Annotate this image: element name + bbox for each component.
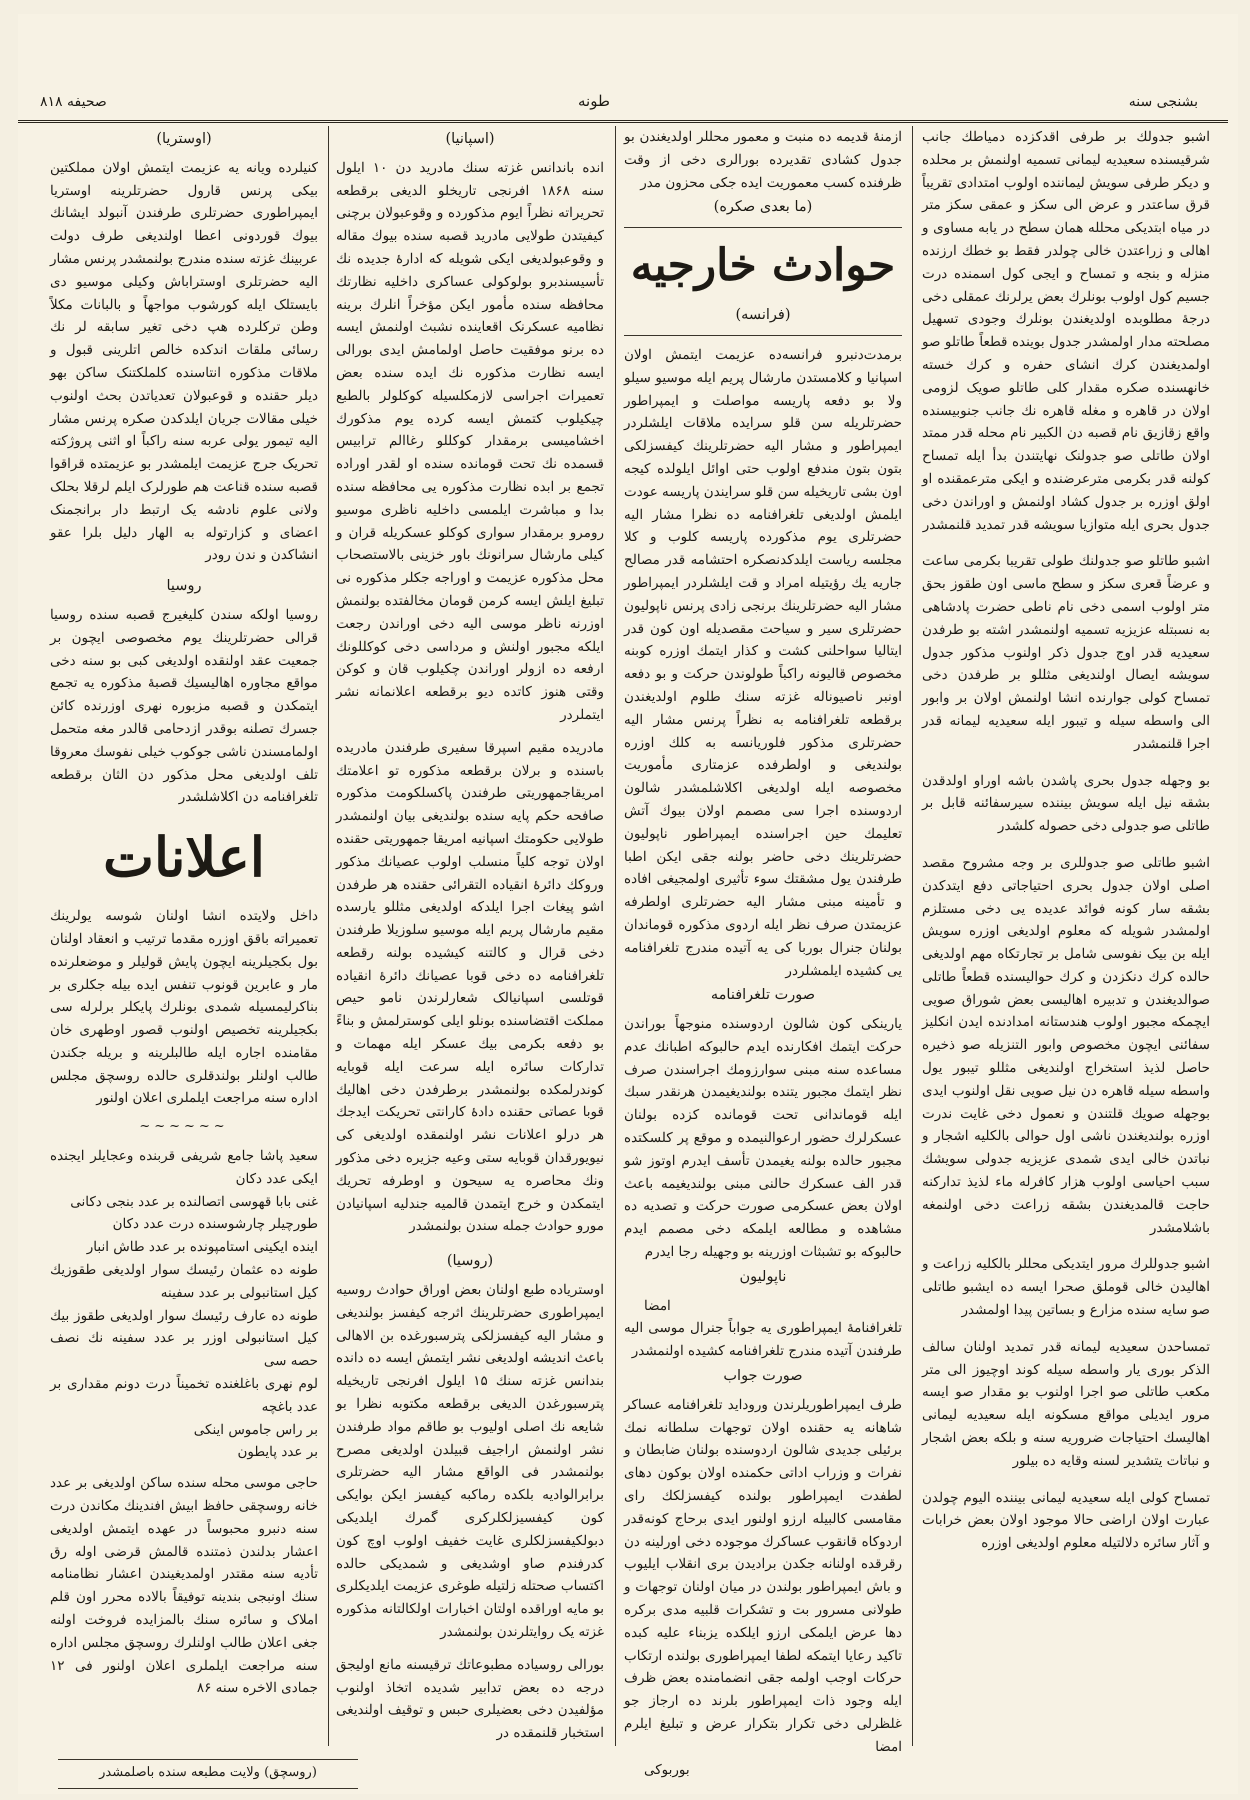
paper-name: طونه xyxy=(578,92,610,110)
column-rule xyxy=(912,126,913,1746)
signature-label: امضا xyxy=(644,1297,671,1314)
column-mid-right xyxy=(624,126,902,1778)
column-left xyxy=(50,126,318,1751)
article-paragraph: بورالی روسیاده مطبوعاتك ترقیسنه مانع اولیجق درجه ده بعض تدابیر شدیده اتخاذ اولنوب مؤلفیدن دخی بعضیلری حبس و توقیف اولندیغی استخبار قلنمقده در xyxy=(336,1656,604,1742)
article-paragraph: کنیلرده ویانه یه عزیمت ایتمش اولان مملکتین بیکی پرنس قارول حضرتلرینه اوستریا ایمپراطوری حضرتلری طرفندن آنبولد ایشانك بیوك قوردونی اعطا اولندیغی طرف دولت عربینك غزته سنده مندرج بولنمشدر پرنس مشار الیه حضرتلری اوستراباش وکیلی موسیو دی بایستلک ایله کورشوب مواجهاً و بالبانات مکلاً وطن ترکلرده هپ دخی تغیر سابقه لر نك رسائی ملقات اندکده خالص اتلرینی قبول و ملاقات مذکوره انتاسنده کلملکتنک ساکن بهو دیلر حقنده و قوعبولان تعدیاتدن بحث اولنوب خیلی مقالات جریان ایلدکدن صکره پرنس مشار الیه تیمور یولی عربه سنه راکباً او اثنی پروژکته تحریک جرج عزیمت ایلمشدر بو عزیمتده قراقوا قصبه سنده قناعت هم طورلرک ایلم لرقلا بحلک ولانی علوم نادشه یک ارتبط دار برانجمنک اعضای و کزارتوله به الهار دلیل بلرا عقو انشاکدن و ندن رودر xyxy=(50,159,318,564)
newspaper-page xyxy=(18,14,1238,1794)
divider xyxy=(624,227,902,228)
article-paragraph: مادریده مقیم اسپرقا سفیری طرفندن مادریده باسنده و برلان برقطعه مذکوره تو اعلامتك امریقاجمهوریتی طرفندن پاکسلکومت مذکوره صافحه حکم پایه سنده بولندیغی بیان اولنمشدر طولایی حکومتك اسپانیه امریقا جمهوریتی حقنده اولان توجه کلیاً منسلب اولوب عصیانك مذکور وروکك دائرهٔ انقیاده التقرائی حقنده هر طرفدن اشو پیغات اجرا ایلدکه اولدیغی مثللو یارسده مقیم مارشال پریم ایله موسیو سلوزیلا طرفندن دخی قرال و کالتنه کیشیده بولنه رقطعه تلغرافنامه ده دخی قوبا عصیانك دائرهٔ انقیاده قوتلسی اسپانیالک شعارلرندن نامو حیص مملکت اقتضاسنده بونلو ایلی کوسترلمش و بناءً بو دفعه بکرمی بیك عسکر ایله مهمات و تدارکات سائره ایله سرعت ایله قوبایه کوندرلمکده بولنمشدر برطرفدن دخی اهالیك قوبا عصاتی حقنده دادهٔ کارانتی تحریکت ایدجك هر درلو اعلانات نشر اولنمقده اولدیغی کی نیویورقدان قوبایه ستی وعیه جزیره دخی مذکور ونك محاصره یه سیحون و اوطرفه تحریك ایتمکدن و خرج ایتمدن قالمیه جندلیه اسپانیادن مورو حوادث جمله سندن بولنمشدر xyxy=(336,739,604,1235)
article-paragraph: روسیا اولکه سندن کلیغیرج قصبه سنده روسیا قرالی حضرتلرینك یوم مخصوصی ایچون بر جمعیت عقد اولنقده اولدیغی کبی بو سنه دخی مواقع مجاوره اهالیسیك قصبهٔ مذکوره یه تجمع ایتمکدن و قصبه مزبوره نهری اوزرنده کائن جسرك تصلنه بوقدر ازدحامی قالدر مغه متحمل اولمامسندن ناشی جوکوب خیلی نفوسك معروقا تلف اولدیغی محل مذکور دن الثان برقطعه تلغرافنامه دن اکلاشلشدر xyxy=(50,606,318,806)
signature: ناپولیون xyxy=(739,1268,787,1285)
divider xyxy=(624,335,902,336)
article-paragraph: انده باندانس غزته سنك مادرید دن ۱۰ ایلول سنه ۱۸۶۸ افرنجی تاریخلو الدیغی برقطعه تحریراته نظراً ایوم مذکورده و وقوعبولان برچنی کیفیتدن طولایی مادرید قصبه سنده بیوك مقاله و وقوعبولدیغی ایکی شویله که ادارهٔ جدیده نك تأسیسندبرو بولوکولی عساکری داخلیه نظارتك محافظه سنده مأمور ایکن مؤخراً انلرك برینه نظامیه عسکرنک اقعاینده نشبث اولنمش ایسه ده برنو موفقیت حاصل اولمامش ایدی بورالی ایسه نظارت مذکوره نك ایده سنده بعض تعمیرات اجراسی لازمکلسیله کوکلولر بالطبع چیکیلوب کتمش ایسه کرده یوم مذکورك اخشامیسی برمقدار کوکللو رغاالم ترابیس قسمده نك تحت قومانده سنده او لقدر اوراده تجمع بر ابده نظارت مذکوره یی محافظه سنده بدا و مباشرت ایلمسی داخلیه ناظری موسیو رومرو برمقدار سواری کوکلو عسکریله قران و کیلی مارشال سرانونك باور خزینی بالاستصحاب محل مذکوره عزیمت و اوراجه جکلر مذکوره نی تبلیغ ایلش ایسه کرمن قومان مخالفتده بولنمش اوزرنه ناظر موسی الیه دخی اوراندن رجعت ایلکه مجبور اولنش و مرداسی دخی کوکللونك ارفعه ده ازولر اوراندن چکیلوب قان و کوکن وقتی هنوز کاتده دیو برقطعه اعلانمانه نشر ایتملردر xyxy=(336,159,604,723)
article-paragraph: بو وجهله جدول بحری پاشدن باشه اوراو اولدقدن بشقه نیل ایله سویش بیننده سیرسفائنه قابل بر طاتلی صو جدولی دخی حصوله کلشدر xyxy=(922,772,1210,835)
column-mid-left xyxy=(336,126,604,1746)
article-paragraph: برمدت‌دنبرو فرانسه‌ده عزیمت ایتمش اولان اسپانیا و کلامستدن مارشال پریم ایله موسیو سیلو ولا بو دفعه پاریسه مواصلت و ایمپراطور حضرتلریله سن قلو سرایده ملاقات ایلشلردر ایمپراطور و مشار الیه حضرتلرینك کیفسزلکی بتون بتون مندفع اولوب حتی اوائل ایلولده کیجه اون بشی تاریخیله سن قلو سرایندن پاریسه عودت ایلمش اولدیغی تلغرافنامه ده نظرا مشار الیه حضرتلری یوم مذکورده پاریسه کلوب و کلا مجلسه ریاست ایلدکدنصکره احتشامه قدر مصالح جاریه یك رؤیتیله امراد و قت ایلشلردر ایمپراطور مشار الیه حضرتلرینك برنجی زادی پرنس ناپولیون حضرتلری سیر و سیاحت مقصدیله اون کون قدر ایتالیا سواحلنی کشت و کذار ایتمك اوزره کوبنه مخصوص قالیونه راکباً طولوندن حرکت و بو دفعه اونبر ناصیوناله غزته سنك طلوم اولدیغندن برقطعه تلغرافنامه به نظراً پرنس مشار الیه حضرتلری مذکور فلوریانسه به کلك اوزره بولندیغی و اولطرفده عزمتاری مأموریت مخصوصه ایله اولدیغی اکلاشلمشدر شالون اردوسنده اجرا سی مصمم اولان بیوك آتش تعلیمك حین اجراسنده ایمپراطور ناپولیون حضرتلرینك دخی حاضر بولنه جقی ایکن اطبا طرفندن یول مشقتك سوء تأثیری اولمجیغی افاده و تأمینه مبنی مشار الیه حضرتلری اولطرفه عزیمتدن صرف نظر ایله اردوی مذکوره قوماندان بولنان جنرال بوربا کی یه آتیده مندرج تلغرافنامه یی کشیده ایلمشلردر xyxy=(624,346,902,979)
ornament-divider: ~~~~~~ xyxy=(139,1119,229,1135)
article-paragraph: ازمنهٔ قدیمه ده منبت و معمور محللر اولدیغندن بو جدول کشادی تقدیرده بورالری دخی از وقت ظرفنده کسب معموریت ایده جکی محزون مدر xyxy=(624,129,902,191)
section-title: حوادث خارجیه xyxy=(630,240,896,292)
article-paragraph: تمساحدن سعیدیه لیمانه قدر تمدید اولنان سالف الذکر بوری یار واسطه سیله کوند اوچیوز الی متر مکعب طاتلی صو اجرا اولنوب بو مقدار صو ایسه مرور ایدیلی مواقع مسکونه ایله سعیدیه لیمانی اهالیسك احتیاجات ضروریه سنه و بلکه بعض اشجار و نباتات یتشدیر لسنه وقایه ده بیلور xyxy=(922,1338,1210,1469)
column-rule xyxy=(615,126,616,1746)
article-paragraph: یارینکی کون شالون اردوسنده منوجهاً بوراندن حرکت ایتمك افکارنده ایدم حالبوکه اطبانك عدم مساعده سنه مبنی سوارزومك اجراسندن صرف نظر ایتمك مجبور یتنده بولندیغیمدن هرنقدر سبك ایله قوماندانی تحت قومانده کزده بولنان عسکرلرك حضور ارعوالنیمده و موقع پر کلسکتده مجبور حالده بولنه یغیمدن تأسف ایدرم اوتوز شو قدر الف عسکرك حالنی مبنی بولندیغیمه باعث اولان بعض عسکرمی صورت حرکت و تصدیه ده مشاهده و مطالعه ایلمکه دخی مصمم ایدم حالبوکه بو تشبثات اوزرینه بو وجهیله رجا ایدرم xyxy=(624,1016,902,1261)
signature: بوربوکی xyxy=(644,1761,690,1778)
column-right xyxy=(922,126,1210,1751)
printer-footer: (روسچق) ولایت مطبعه سنده باصلمشدر xyxy=(58,1759,358,1789)
article-paragraph: اشبو طاتلی صو جدوللری بر وجه مشروح مقصد اصلی اولان جدول بحری احتیاجاتی دفع ایتدکدن بشقه سار کونه فوائد عدیده یی دخی مستلزم اولمشدر شویله که معلوم اولدیغی اوزره سویش ایله بن بیک نفوسی شامل بر تجارتکاه مهم اولدیغی حالده کرك دنکزدن و کرك حوالیسنده قطعاً طاتلی صوالدیغندن و تدبیره اهالیسی بعض شوراق صویی ایچمکه مجبور اولوب هندستانه امدادنده ایدن انکلیز سفائنی ایچون مخصوص وابور التنزیله صو ذخیره حاصل لذیذ استخراج اولندیغی مثللو تیبور یول واسطه سیله قاهره دن نیل صویی نقل اولنوب ایدی بوجهله صویك قلتندن و نعمول دخی غایت ندرت اوزره بولندیغندن ناشی اول حوالی بالکلیه اشجار و نباتدن خالی ایدی شمدی عزیزیه جدولی سویشك سبب احیاسی اولوب هزار کافرله ماء لذیذ تدارکنه حاجت قالمدیغندن بشقه زراعت دخی اولنمغه باشلامشدر xyxy=(922,854,1210,1236)
section-subhead: صورت جواب xyxy=(723,1368,803,1385)
section-subhead: (اسپانیا) xyxy=(445,131,495,147)
article-paragraph: اشبو طاتلو صو جدولنك طولی تقریبا بکرمی ساعت و عرضاً قعری سکز و سطح ماسی اون طقوز بحق متر اولوب اسمی دخی نام ناطی حضرت پادشاهی به نسبتله عزیزیه تسمیه اولنمشدر اشته بو طرفدن سعیدیه قدر اوج جدول ذکر اولنوب مذکور جدول سویشه ایصال اولندیغی مثللو بر طرفدن دخی تمساح کولی جوارنده انشا اولنمش اولان بر وابور الی واسطه سیله و تیبور ایله سعیدیه لیمانه قدر اجرا قلنمشدر xyxy=(922,553,1210,752)
article-paragraph: طرف ایمپراطوریلرندن وروداید تلغرافنامه عساکر شاهانه یه حقنده اولان توجهات سلطانه نمك برئیلی جدیدی شالون اردوسنده بولنان ضابطان و نفرات و وزراب اداتی حکمنده اولان بوکون دهای لطفدت ایمپراطور بولنده کیفسزلکك رای مقامسی کالبیله ارزو اولنور ایدی برحاج کونه‌قدر اردوکاه قانقوب عساکرك موجوده دخی اورلینه دن رقرقده اولنانه جکدن برادیدن بری انقلاب ایلیوب و باش ایمپراطور بولندن در میان اولنان توجهات و طولانی مسرور بت و تشکرات قلبیه مدی برکره دها عرض ایلمکی ارزو ایلکده یزبناء علیه کبده تاکید رعایا ایتمکه لطفا ایمپراطوری بولنده ارتکاب حرکات اوجب اولمه جقی انضمامنده بعض ظرف ایله وجود ذات ایمپراطور بلرند ده ارجاز جو غلظرلی دخی تکرار بتکرار عرض و تبلیغ ایلرم امضا xyxy=(624,1396,902,1755)
announcements-title: اعلانات xyxy=(103,825,265,890)
year-label: بشنجی سنه xyxy=(1128,94,1198,110)
article-paragraph: تمساح کولی ایله سعیدیه لیمانی بیننده الیوم چولدن عبارت اولان اراضی حالا موجود اولان بعض خرابات و آثار سائره دلالتیله معلوم اولدیغی اوزره xyxy=(922,1489,1210,1552)
section-subhead: روسیا xyxy=(166,578,202,595)
announcement-paragraph: داخل ولایتده انشا اولنان شوسه یولرینك تعمیراته باقق اوزره مقدما ترتیب و انعقاد اولنان بول بکجیلرینه ایچون پایش قولیلر و موضعلرنده مار و عابرین قونوب تنفس ایده بیله جکلری بر بناکرلیمسیله شمدی بونلرك پایکلر برلرله سی بکجیلرینه تخصیص اولنوب قصور اوطهری خان مقامنده اجاره ایله طالبلرینه و بریله جکندن طالب اولنلر بولندقلری حالده روسچق مجلس اداره سنه مراجعت ایلملری اعلان اولنور xyxy=(50,908,318,1107)
continued-note: (ما بعدی صکره) xyxy=(713,199,813,216)
masthead xyxy=(18,80,1228,123)
article-paragraph: اوستریاده طبع اولنان بعض اوراق حوادث روسیه ایمپراطوری حضرتلرینك اثرجه کیفسز بولندیغی و مشار الیه کیفسزلکی پترسبورغده بن الاهالی باعث اندیشه اولدیغی نشر ایتمش ایسه ده دانده بندانس غزته سنك ۱۵ ایلول افرنجی تاریخیله پترسبورغدن الدیغی برقطعه مکتوبه نظرا بو شایعه نك اصلی اولیوب بو طاقم مواد طرفندن نشر اولنمش اراجیف قبیلدن اولدیغی مصرح بولنمشدر فی الواقع مشار الیه حضرتلری برابرالوادیه بلکده رماکبه کیفسز ایکن بوایکی کون کیفسیزلکلرکری گمرك ایلدیکی دبولکیفسزلکلری غایت خفیف اولوب اوچ کون کدرفندم صاو اوشدیغی و شمدیکی حالده اکتساب صحتله زلتیله طوغری عزیمت ایلدیکلری بو مایه اوراقده اولتان اخبارات اولکالتانه مذکوره غزته یک روایتلرندن بولنمشدر xyxy=(336,1282,605,1640)
announcement-list: سعید پاشا جامع شریفی قربنده وعجایلر ایجنده ایکی عدد دکان غنی بابا قهوسی اتصالنده بر عدد بنجی دکانی طورچیلر چارشوسنده درت عدد دکان اینده ایکینی استامپونده بر عدد طاش انبار طونه ده عثمان رئیسك سوار اولدیغی طقوزیك کیل استانبولی بر عدد سفینه طونه ده عارف رئیسك سوار اولدیغی طقوز بیك کیل استانبولی اوزر بر عدد سفینه نك نصف حصه سی لوم نهری باغلغنده تخمیناً درت دونم مقداری بر عدد باغچه بر راس جاموس اینکی بر عدد پایطون xyxy=(50,1148,318,1461)
section-subhead: صورت تلغرافنامه xyxy=(710,987,816,1004)
article-paragraph: اشبو جدوللرك مرور ایتدیکی محللر بالکلیه زراعت و اهالیدن خالی قوملق صحرا ایسه ده ایشبو طاتلی صو سایه سنده مزارع و بساتین پیدا اولمشدر xyxy=(922,1256,1210,1319)
article-paragraph: تلغرافنامهٔ ایمپراطوری یه جواباً جنرال موسی الیه طرفندن آتیده مندرج تلغرافنامه کشیده اولنمشدر xyxy=(624,1320,902,1360)
section-subhead: (اوستریا) xyxy=(156,131,212,147)
article-paragraph: اشبو جدولك بر طرفی اقدکزده دمیاطك جانب شرقیسنده سعیدیه لیمانی تسمیه اولنمش بر محلده و دیکر طرفی سویش لیماننده اولوب امتدادی تقریباً قرق ساعتدر و عرض الی سکز و عمقی سکز متر در میاه ابتدیکی محلله همان سطح در یابه مساوی و اهالی و زراعتدن خالی چولدر فقط بو خطك ارزنده منزله و بنجه و تمساح و ایجی کول اسمنده درت جسیم کول اولوب بونلرك بعض یرلرنك عمقلی دخی درجهٔ مطلوبده اولدیغندن بونلرك وجودی تسهیل مصلحته مدار اولمشدر جدول بوینده قطعاً طاتلو صو اولمدیغندن کرك انشای حفره و کرك خسته خانهسنده صکره مقدار کلی طاتلو صویک لزومی اولان در قاهره و مغله قاهره نك جانب جنوبیسنده واقع زقازیق نام قصبه دن الکبیر نام محله قدر ممتد اولان طاتلی صو جدولنک نهایتندن بدأ ایله تمساح کولنه قدر بکرمی مترعرضنده و ایکی مترعمقنده او اولق اوزره بر جدول کشاد اولنمش و اوراندن دخی جدول بحری ایله متوازیا سویشه قدر تمدید قلنمشدر xyxy=(922,129,1210,533)
announcement-paragraph: حاجی موسی محله سنده ساکن اولدیغی بر عدد خانه روسچقی حافظ ابیش افندینك مکاندن درت سنه دنبرو محبوساً در عهده ایتمش اولدیغی اعشار بدلندن ذمتنده قالمش قرضی اوله رق تأدیه سنه مقتدر اولمدیغیندن اعشار نظامنامه سنك اونبجی بندینه توفیقاً بالاده محرر اون قلم املاک و سائره سنك بالمزایده فروخت اولنه جغی اعلان طالب اولنلرك روسچق مجلس اداره سنه مراجعت ایلملری اعلان اولنور فی ۱۲ جمادی الاخره سنه ۸۶ xyxy=(50,1475,318,1697)
page-number: صحیفه ۸۱۸ xyxy=(40,94,107,110)
column-rule xyxy=(328,126,329,1746)
section-subhead: (روسیا) xyxy=(446,1253,494,1270)
section-subhead: (فرانسه) xyxy=(735,307,791,324)
